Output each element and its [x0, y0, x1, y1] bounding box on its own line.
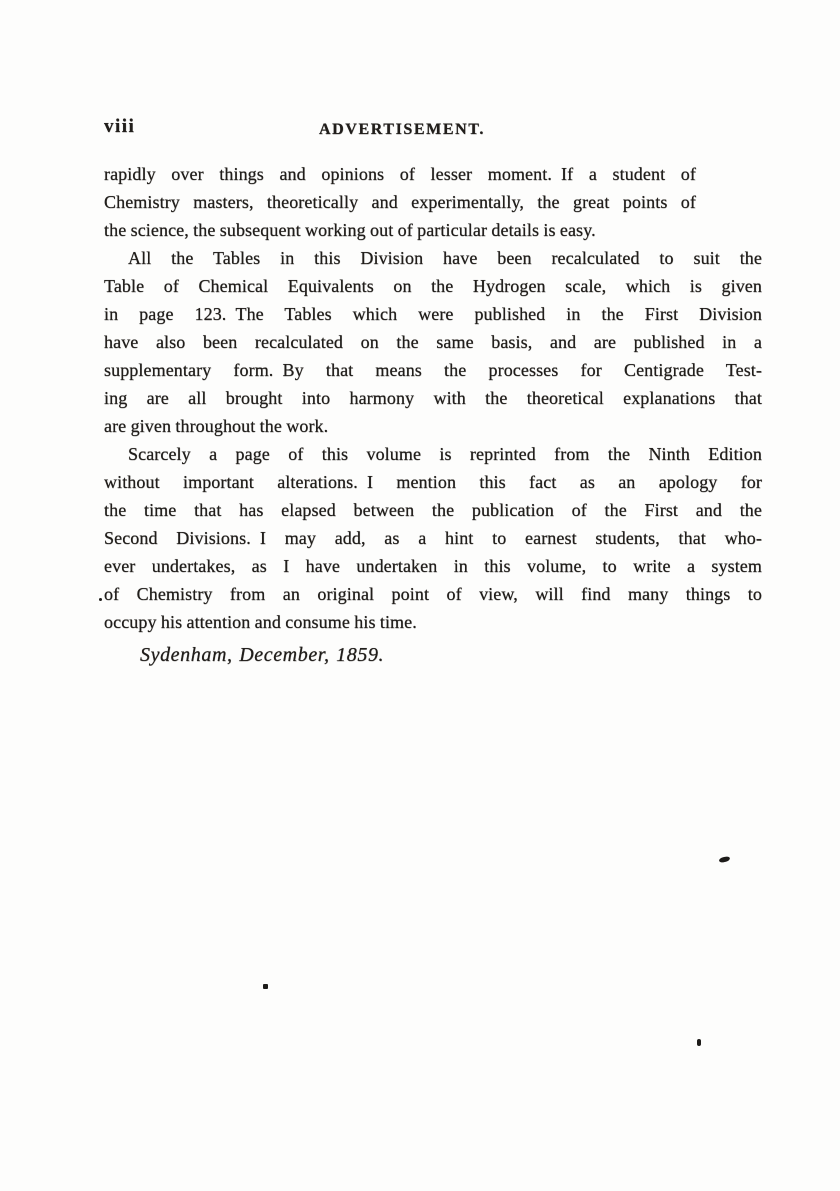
text-line: of Chemistry from an original point of view, will find many things to [104, 584, 762, 604]
text-line: in page 123. The Tables which were published in the First Division [104, 304, 762, 324]
paragraph [104, 440, 762, 636]
ink-speck [99, 598, 102, 601]
text-line: ing are all brought into harmony with the theoretical explanations that [104, 388, 762, 408]
text-line: ever undertakes, as I have undertaken in this volume, to write a system [104, 556, 762, 576]
text-line: Second Divisions. I may add, as a hint to earnest students, that who- [104, 528, 762, 548]
text-line: have also been recalculated on the same basis, and are published in a [104, 332, 762, 352]
paragraph [104, 160, 696, 244]
text-line: Scarcely a page of this volume is reprinted from the Ninth Edition [128, 444, 762, 464]
ink-speck [697, 1039, 701, 1046]
text-line: rapidly over things and opinions of lesser moment. If a student of [104, 164, 696, 184]
signature-line: Sydenham, December, 1859. [140, 644, 385, 666]
text-line: supplementary form. By that means the processes for Centigrade Test- [104, 360, 762, 380]
text-line: Table of Chemical Equivalents on the Hydrogen scale, which is given [104, 276, 762, 296]
text-line: Chemistry masters, theoretically and experimentally, the great points of [104, 192, 696, 212]
page-number: viii [104, 116, 136, 137]
text-line: the science, the subsequent working out of particular details is easy. [104, 220, 596, 240]
ink-speck [263, 984, 268, 989]
ink-speck [719, 856, 731, 864]
page-body [104, 160, 762, 636]
paragraph [104, 244, 762, 440]
text-line: without important alterations. I mention this fact as an apology for [104, 472, 762, 492]
text-line: occupy his attention and consume his time. [104, 612, 417, 632]
text-line: the time that has elapsed between the publication of the First and the [104, 500, 762, 520]
running-head: ADVERTISEMENT. [318, 121, 485, 138]
text-line: All the Tables in this Division have been recalculated to suit the [128, 248, 762, 268]
text-line: are given throughout the work. [104, 416, 329, 436]
